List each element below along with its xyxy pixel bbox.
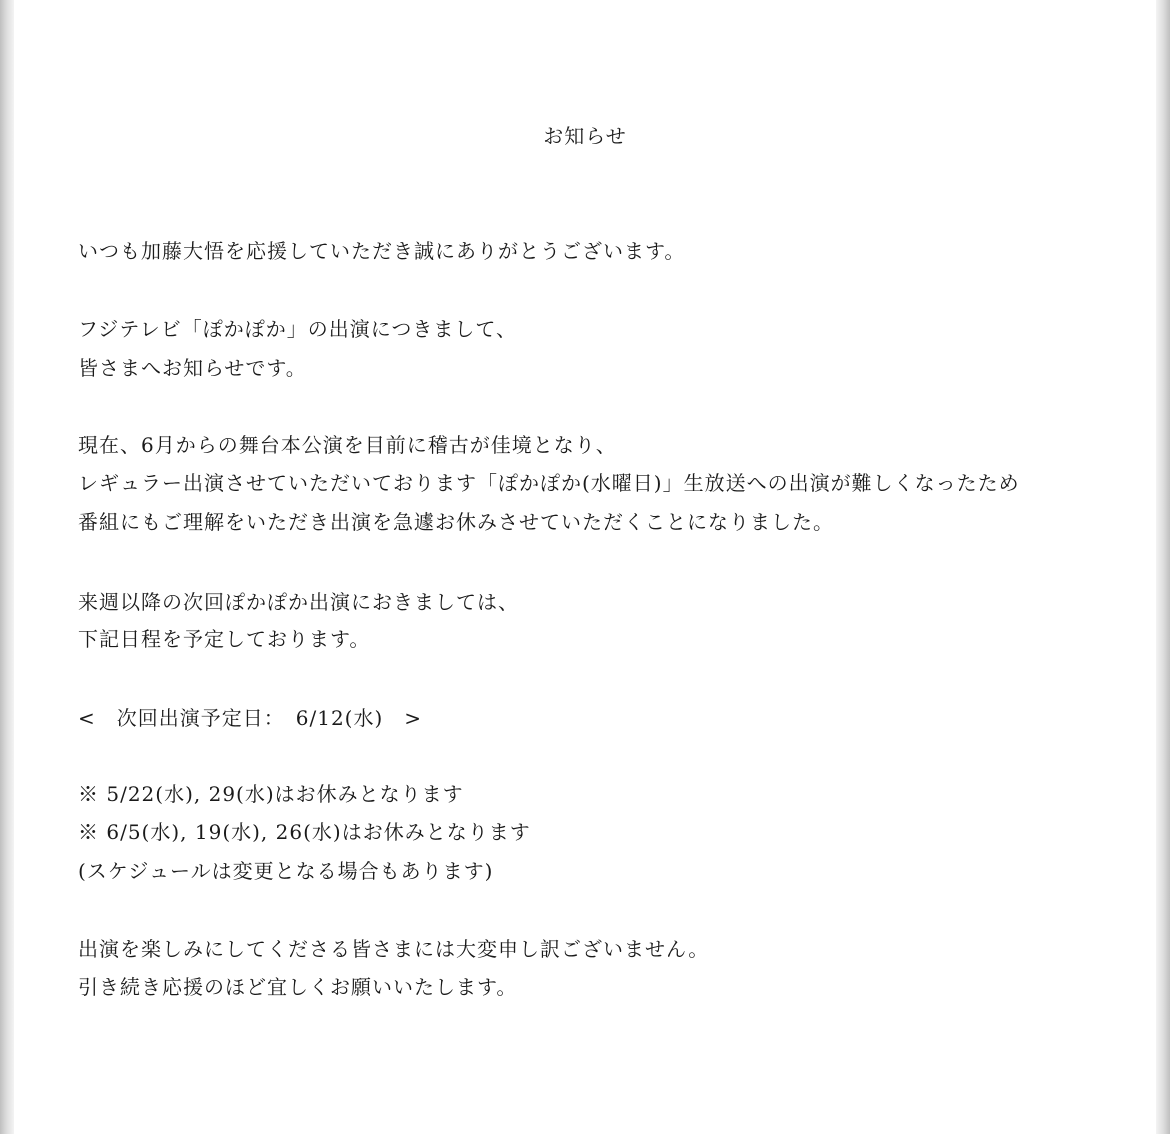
schedule-change-note: (スケジュールは変更となる場合もあります)	[78, 859, 494, 883]
next-appearance-line-2: 下記日程を予定しております。	[78, 627, 371, 651]
reason-line-3: 番組にもご理解をいただき出演を急遽お休みさせていただくことになりました。	[78, 510, 834, 534]
reason-line-1: 現在、6月からの舞台本公演を目前に稽古が佳境となり、	[78, 433, 617, 457]
notice-title: お知らせ	[543, 124, 627, 148]
absence-note-june: ※ 6/5(水), 19(水), 26(水)はお休みとなります	[78, 820, 531, 844]
greeting-text: いつも加藤大悟を応援していただき誠にありがとうございます。	[78, 239, 686, 263]
closing-line-1: 出演を楽しみにしてくださる皆さまには大変申し訳ございません。	[78, 937, 710, 961]
page-edge-left	[0, 0, 14, 1134]
next-appearance-date: < 次回出演予定日： 6/12(水) >	[78, 706, 423, 730]
reason-line-2: レギュラー出演させていただいております「ぽかぽか(水曜日)」生放送への出演が難しくなったため	[78, 471, 1020, 495]
next-appearance-line-1: 来週以降の次回ぽかぽか出演におきましては、	[78, 590, 519, 614]
intro-line-2: 皆さまへお知らせです。	[78, 356, 307, 380]
absence-note-may: ※ 5/22(水), 29(水)はお休みとなります	[78, 782, 464, 806]
closing-line-2: 引き続き応援のほど宜しくお願いいたします。	[78, 975, 518, 999]
page-edge-right	[1156, 0, 1170, 1134]
intro-line-1: フジテレビ「ぽかぽか」の出演につきまして、	[78, 317, 517, 341]
document-page	[14, 0, 1156, 1134]
